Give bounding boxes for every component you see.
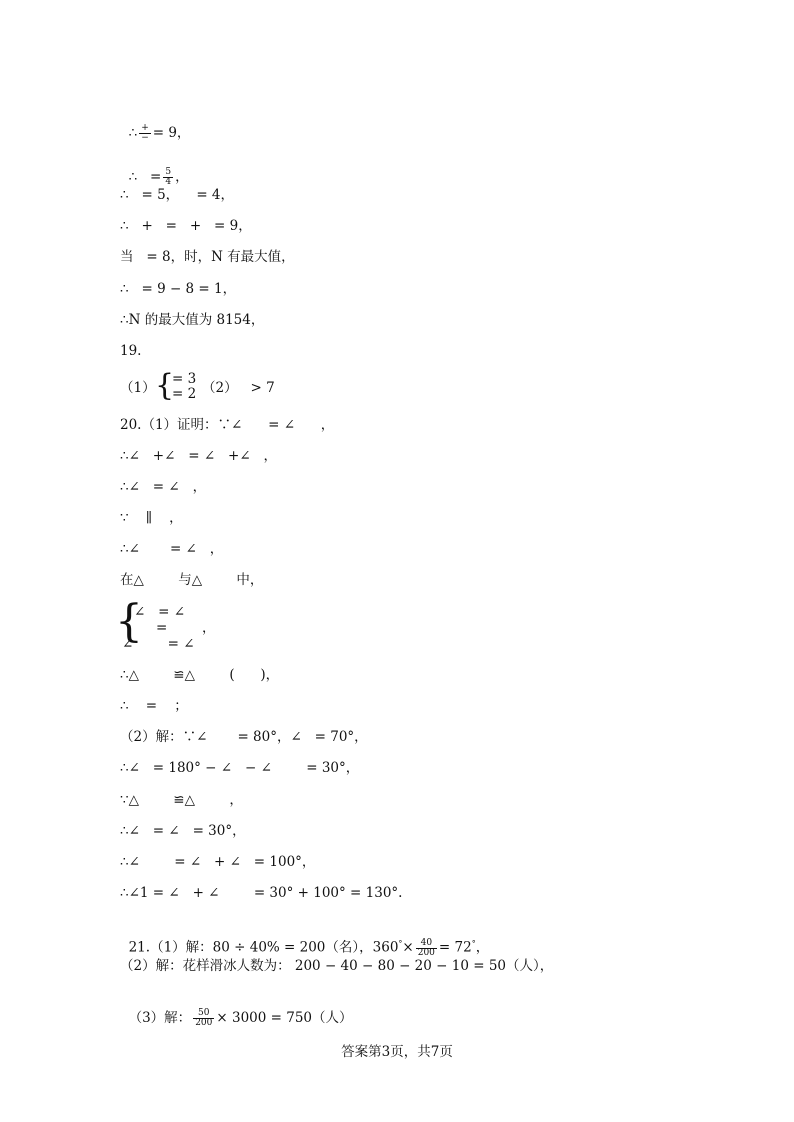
text: × [402,939,414,956]
fraction [416,939,437,958]
numerator: 5 [165,167,172,177]
denominator: 200 [195,1018,213,1028]
text: = 72 [438,939,472,956]
text: （3）解： [128,1010,192,1026]
system-brace: { [155,368,175,403]
q21-line-3 [120,993,353,1028]
q20-line-5: ∴∠ = ∠ ， [120,541,224,557]
q20-line-2: ∴∠ +∠ = ∠ +∠ ， [120,448,278,464]
line-1 [120,108,190,143]
numerator: + [141,123,149,133]
q20-line-9: （2）解：∵∠ = 80°，∠ = 70°， [120,729,368,745]
text: ∴ = [128,169,162,185]
q20-line-13: ∴∠ = ∠ + ∠ = 100°， [120,854,316,870]
system-eq-1: = 3 [172,371,197,387]
q20-line-14: ∴∠1 = ∠ + ∠ = 30° + 100° = 130°. [120,885,403,901]
text: ， [475,939,490,956]
system-eq-2: = 2 [172,386,197,402]
q20-line-7: ∴△ ≌△ ( )， [120,667,280,683]
q20-line-8: ∴ = ； [120,698,188,714]
degree-symbol: ° [471,939,476,948]
denominator: 4 [165,177,172,187]
system-comma: ， [202,620,216,636]
line-6: ∴ = 9 − 8 = 1， [120,281,237,297]
q21-line-1 [120,920,489,958]
system-eq-1: ∠ = ∠ [134,604,186,620]
fraction [193,1009,214,1028]
fraction [163,168,173,187]
system-eq-2: = [156,620,168,636]
q21-line-2: （2）解：花样滑冰人数为： 200 − 40 − 80 − 20 − 10 = 50（人）， [120,958,554,974]
page-footer: 答案第3页，共7页 [341,1044,453,1060]
degree-symbol: ° [398,939,403,948]
line-2 [120,152,189,187]
q20-line-3: ∴∠ = ∠ ， [120,479,207,495]
denominator: 200 [417,947,435,958]
numerator: 40 [416,939,437,949]
q20-line-12: ∴∠ = ∠ = 30°， [120,823,246,839]
line-4: ∴ + = + = 9， [120,218,252,234]
therefore-symbol: ∴ [128,125,138,141]
system-brace-large: { [115,596,143,647]
q20-line-4: ∵ ∥ ， [120,510,183,526]
text: = 9， [152,125,191,141]
q20-line-6: 在△ 与△ 中， [120,572,264,588]
question-number-19: 19. [120,343,142,359]
text: 21.（1）解：80 ÷ 40% = 200（名），360 [128,939,399,956]
q20-line-10: ∴∠ = 180° − ∠ − ∠ = 30°， [120,760,360,776]
line-5: 当 = 8，时，N 有最大值， [120,249,295,265]
answer-19-part2: （2） > 7 [202,380,275,396]
denominator: − [141,133,149,143]
fraction [139,124,151,143]
q20-line-11: ∵△ ≌△ ， [120,792,243,808]
numerator: 50 [193,1009,214,1019]
line-7: ∴N 的最大值为 8154， [120,312,265,328]
text: × 3000 = 750（人） [216,1010,353,1026]
line-3: ∴ = 5， = 4， [120,187,235,203]
text: ， [175,169,189,185]
system-eq-3: ∠ = ∠ [122,636,195,652]
answer-19-part1-label: （1） [120,380,156,396]
q20-line-1: 20.（1）证明：∵∠ = ∠ ， [120,417,335,433]
